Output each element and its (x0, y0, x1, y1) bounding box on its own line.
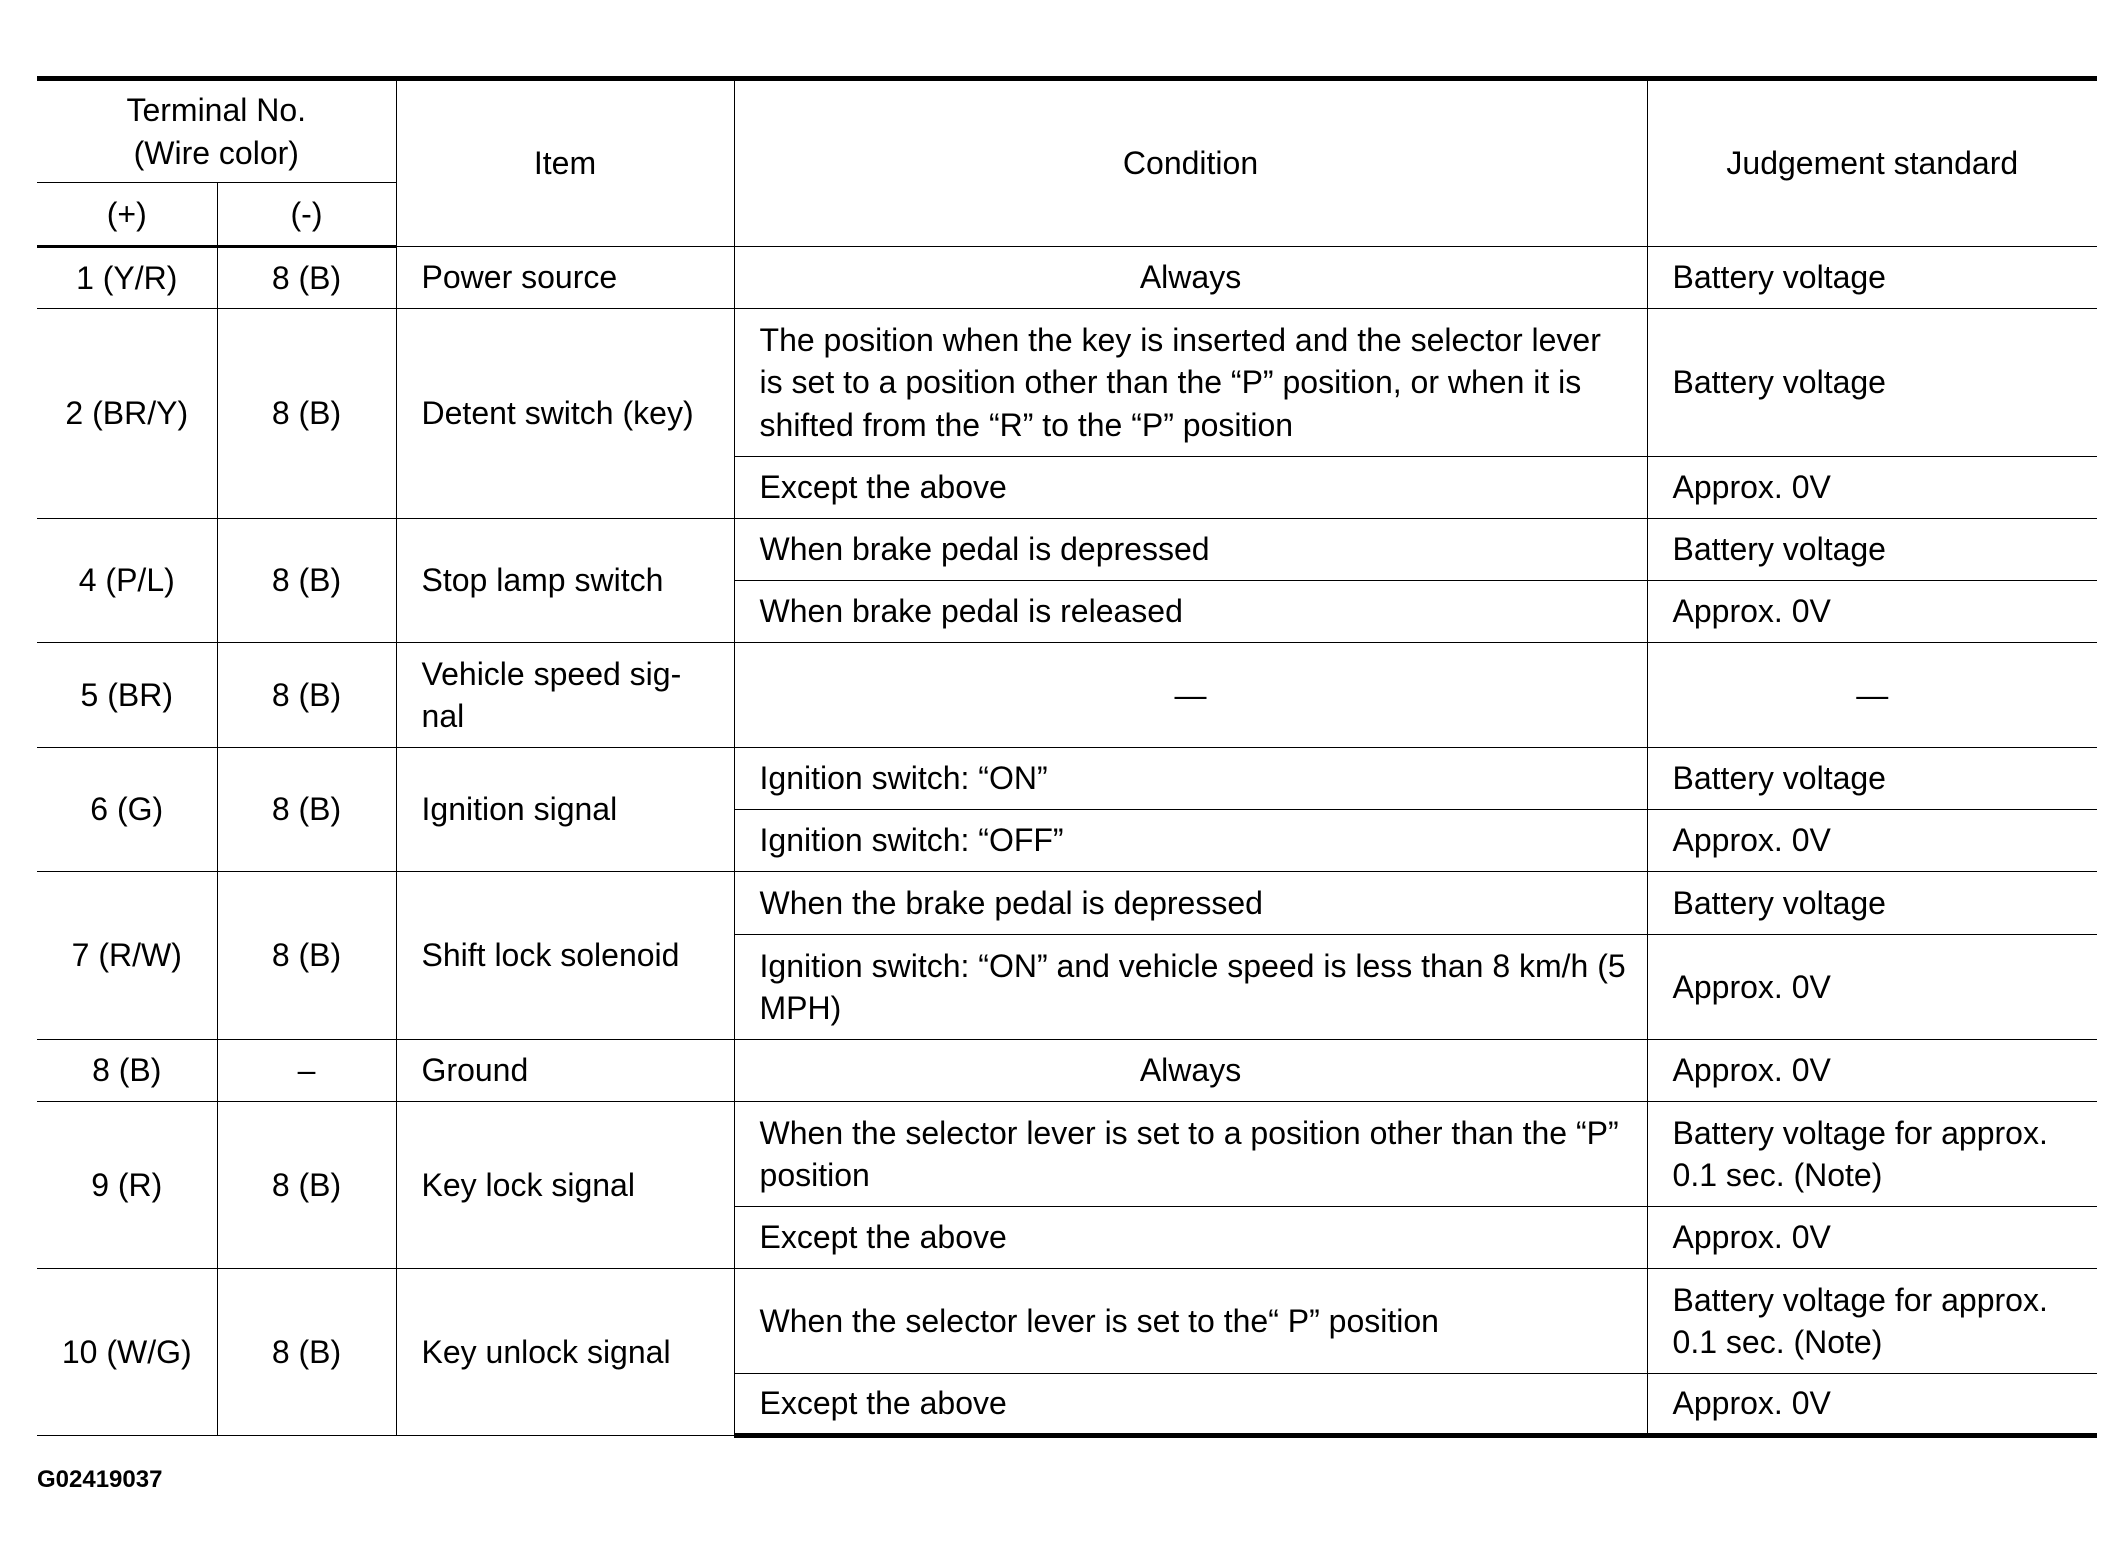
item-name: Stop lamp switch (396, 519, 734, 643)
terminal-plus: 6 (G) (37, 748, 217, 872)
wire-color-label: (Wire color) (133, 134, 299, 171)
condition-cell: When brake pedal is depressed (734, 519, 1647, 581)
standard-cell: Battery voltage (1647, 872, 2097, 935)
terminal-minus: 8 (B) (217, 247, 396, 309)
condition-cell: Ignition switch: “OFF” (734, 810, 1647, 872)
terminal-minus: 8 (B) (217, 748, 396, 872)
item-name: Vehicle speed sig-nal (396, 643, 734, 748)
table-row (37, 1269, 2097, 1374)
item-name: Key lock signal (396, 1102, 734, 1269)
standard-cell: Battery voltage for approx. 0.1 sec. (Note) (1647, 1269, 2097, 1374)
figure-id: G02419037 (37, 1466, 163, 1493)
table-row (37, 643, 2097, 748)
terminal-table-container (37, 76, 2097, 1438)
item-name: Ignition signal (396, 748, 734, 872)
condition-cell: Except the above (734, 1207, 1647, 1269)
item-header: Item (396, 79, 734, 247)
standard-cell: Approx. 0V (1647, 1207, 2097, 1269)
item-name: Ground (396, 1040, 734, 1102)
standard-cell: Approx. 0V (1647, 1374, 2097, 1436)
standard-cell: Approx. 0V (1647, 581, 2097, 643)
condition-cell: Except the above (734, 457, 1647, 519)
standard-cell: Approx. 0V (1647, 1040, 2097, 1102)
terminal-plus: 4 (P/L) (37, 519, 217, 643)
terminal-minus: 8 (B) (217, 872, 396, 1040)
terminal-no-header (37, 79, 396, 183)
terminal-plus: 10 (W/G) (37, 1269, 217, 1436)
terminal-minus: – (217, 1040, 396, 1102)
condition-cell: When the selector lever is set to a position other than the “P” position (734, 1102, 1647, 1207)
standard-cell: Approx. 0V (1647, 935, 2097, 1040)
item-name: Power source (396, 247, 734, 309)
condition-cell: — (734, 643, 1647, 748)
condition-cell: When brake pedal is released (734, 581, 1647, 643)
terminal-plus: 8 (B) (37, 1040, 217, 1102)
terminal-plus: 9 (R) (37, 1102, 217, 1269)
terminal-minus: 8 (B) (217, 1269, 396, 1436)
terminal-no-label: Terminal No. (126, 92, 307, 129)
condition-cell: Ignition switch: “ON” and vehicle speed is less than 8 km/h (5 MPH) (734, 935, 1647, 1040)
condition-cell: The position when the key is inserted and the selector lever is set to a position other than the “P” position, or when it is shifted from the “R” to the “P” position (734, 309, 1647, 457)
standard-cell: Battery voltage (1647, 247, 2097, 309)
table-row (37, 748, 2097, 810)
terminal-minus: 8 (B) (217, 309, 396, 519)
table-row (37, 1102, 2097, 1207)
condition-cell: Always (734, 1040, 1647, 1102)
standard-cell: Approx. 0V (1647, 457, 2097, 519)
condition-header: Condition (734, 79, 1647, 247)
table-row (37, 872, 2097, 935)
condition-cell: Except the above (734, 1374, 1647, 1436)
condition-cell: Always (734, 247, 1647, 309)
terminal-minus: 8 (B) (217, 643, 396, 748)
standard-cell: Battery voltage (1647, 748, 2097, 810)
condition-cell: When the selector lever is set to the“ P” position (734, 1269, 1647, 1374)
table-row (37, 309, 2097, 457)
judgement-header: Judgement standard (1647, 79, 2097, 247)
table-row (37, 519, 2097, 581)
minus-header: (-) (217, 183, 396, 247)
standard-cell: Battery voltage for approx. 0.1 sec. (Note) (1647, 1102, 2097, 1207)
standard-cell: — (1647, 643, 2097, 748)
item-name: Key unlock signal (396, 1269, 734, 1436)
terminal-minus: 8 (B) (217, 519, 396, 643)
table-row (37, 247, 2097, 309)
table-row (37, 1040, 2097, 1102)
terminal-table (37, 76, 2097, 1438)
standard-cell: Battery voltage (1647, 519, 2097, 581)
standard-cell: Approx. 0V (1647, 810, 2097, 872)
condition-cell: When the brake pedal is depressed (734, 872, 1647, 935)
condition-cell: Ignition switch: “ON” (734, 748, 1647, 810)
terminal-plus: 5 (BR) (37, 643, 217, 748)
item-name: Shift lock solenoid (396, 872, 734, 1040)
terminal-plus: 7 (R/W) (37, 872, 217, 1040)
standard-cell: Battery voltage (1647, 309, 2097, 457)
terminal-plus: 2 (BR/Y) (37, 309, 217, 519)
plus-header: (+) (37, 183, 217, 247)
terminal-plus: 1 (Y/R) (37, 247, 217, 309)
terminal-minus: 8 (B) (217, 1102, 396, 1269)
item-name: Detent switch (key) (396, 309, 734, 519)
